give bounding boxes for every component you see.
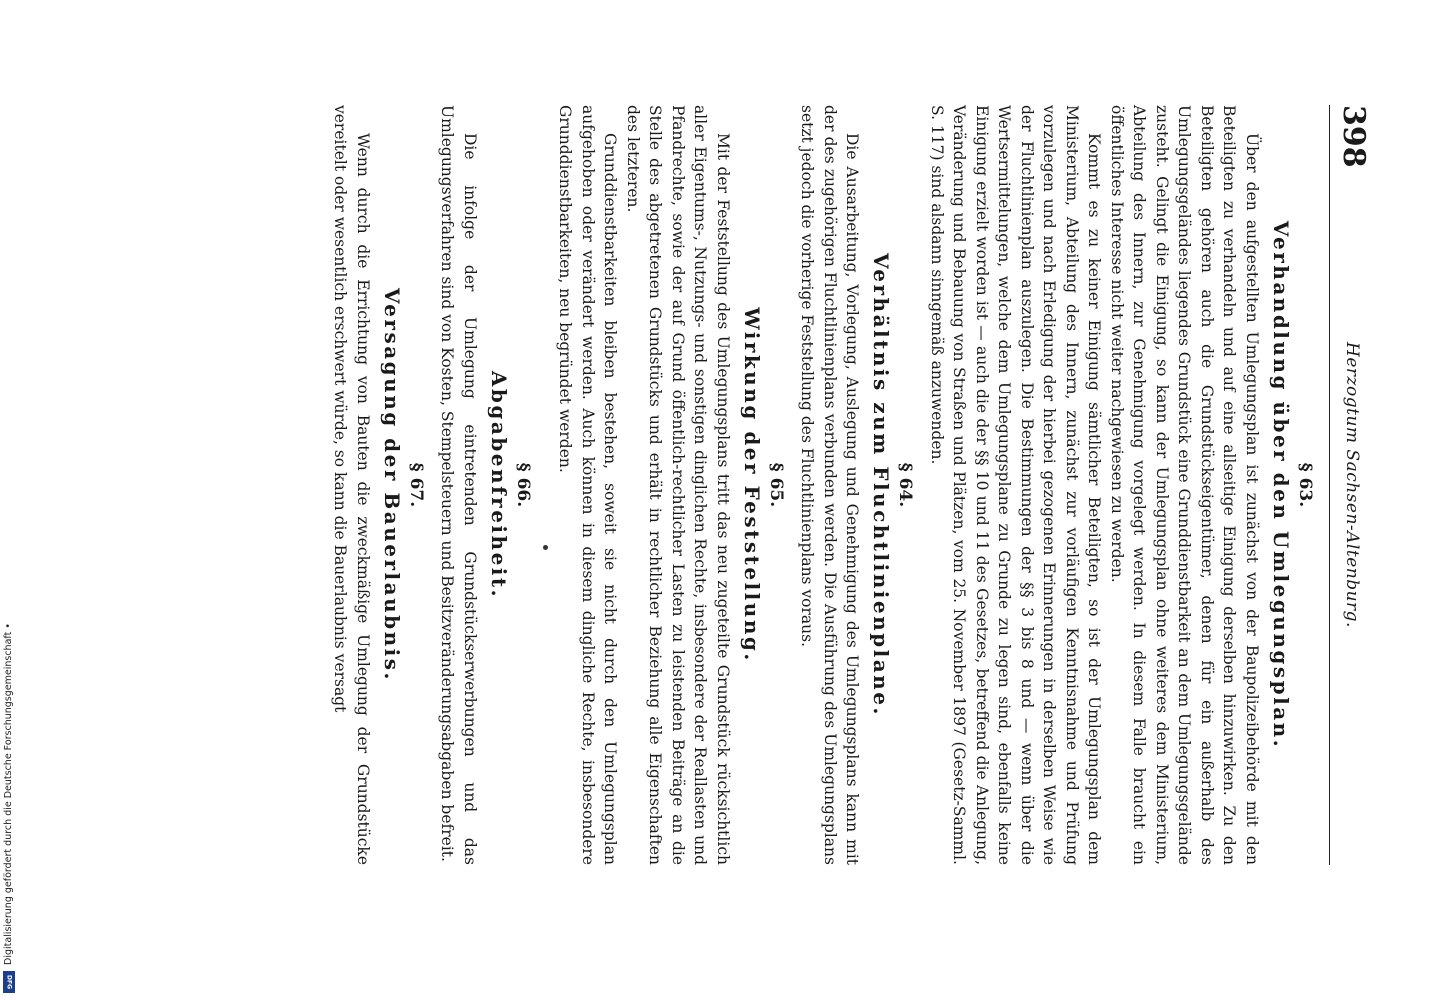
ink-speck [543, 545, 548, 550]
paragraph: Mit der Feststellung des Umlegungsplans tritt das neu zugeteilte Grundstück rücksichtlich aller Eigentums-, Nutzungs- und sonstigen dinglichen Rechte, insbesondere der Reallasten und Pfandrechte, sowie der auf Grund öffentlich-rechtlicher Lasten zu leistenden Beiträge an die Stelle des abgetretenen Grundstücks und erhält in rechtlicher Beziehung alle Eigenschaften des letzteren. [624, 105, 732, 865]
page-number: 398 [1336, 105, 1371, 168]
page-header [1329, 105, 1370, 865]
dfg-credit-strip [2, 605, 16, 995]
section-67 [329, 105, 426, 865]
page-content [319, 105, 1370, 865]
paragraph: Wenn durch die Errichtung von Bauten die zweckmäßige Umlegung der Grundstücke vereitelt oder wesentlich erschwert würde, so kann die Bauerlaubnis versagt [331, 105, 372, 865]
section-number: § 63. [1295, 462, 1315, 508]
section-title: Verhältnis zum Fluchtlinienplane. [869, 253, 894, 717]
running-head: Herzogtum Sachsen-Altenburg. [1342, 342, 1362, 628]
paragraph: Die infolge der Umlegung eintretenden Grundstückserwerbungen und das Umlegungsverfahren sind von Kosten, Stempelsteuern und Besitzveränderungsabgaben befreit. [438, 105, 479, 865]
section-number: § 66. [513, 462, 533, 508]
dfg-credit-text: Digitalisierung gefördert durch die Deutsche Forschungsgemeinschaft • [3, 623, 14, 965]
section-64 [796, 105, 916, 865]
section-number: § 64. [895, 462, 916, 508]
dfg-logo-icon: DFG [3, 971, 15, 993]
section-title: Verhandlung über den Umlegungsplan. [1269, 220, 1293, 750]
section-65 [543, 105, 786, 865]
section-title: Abgabenfreiheit. [487, 370, 511, 600]
section-number: § 65. [766, 462, 786, 508]
paragraph: Über den aufgestellten Umlegungsplan ist zunächst von der Baupolizeibehörde mit den Beteiligten zu verhandeln und auf eine allseitige Einigung derselben hinzuwirken. Zu den Beteiligten gehören auch die Grundstückseigentümer, denen für ein außerhalb des Umlegungsgeländes liegendes Grundstück eine Grunddienstbarkeit an dem Umlegungsgelände zusteht. Gelingt die Einigung, so kann der Umlegungsplan ohne weiteres dem Ministerium, Abteilung des Innern, zur Genehmigung vorgelegt werden. In diesem Falle braucht ein öffentliches Interesse nicht weiter nachgewiesen zu werden. [1108, 105, 1261, 865]
section-66 [436, 105, 533, 865]
paragraph: Die Ausarbeitung, Vorlegung, Auslegung und Genehmigung des Umlegungsplans kann mit der des zugehörigen Fluchtlinienplans verbunden werden. Die Ausführung des Umlegungsplans setzt jedoch die vorherige Feststellung des Fluchtlinienplans voraus. [798, 105, 862, 865]
section-63 [926, 105, 1316, 865]
section-title: Wirkung der Feststellung. [740, 307, 764, 663]
paragraph: Kommt es zu keiner Einigung sämtlicher Beteiligten, so ist der Umlegungsplan dem Ministerium, Abteilung des Innern, zunächst zur vorläufigen Kenntnisnahme und Prüfung vorzulegen und nach Erledigung der hierbei gezogenen Erinnerungen in derselben Weise wie der Fluchtlinienplan auszulegen. Die Bestimmungen der §§ 3 bis 8 und — wenn über die Wertsermittelungen, welche dem Umlegungsplane zu Grunde zu legen sind, ebenfalls keine Einigung erzielt worden ist — auch die der §§ 10 und 11 des Gesetzes, betreffend die Anlegung, Veränderung und Bebauung von Straßen und Plätzen, vom 25. November 1897 (Gesetz-Samml. S. 117) sind alsdann sinngemäß anzuwenden. [928, 105, 1104, 865]
section-number: § 67. [406, 462, 426, 508]
section-title: Versagung der Bauerlaubnis. [380, 288, 404, 682]
paragraph: Grunddienstbarkeiten bleiben bestehen, soweit sie nicht durch den Umlegungsplan aufgehoben oder verändert werden. Auch können in diesem dingliche Rechte, insbesondere Grunddienstbarkeiten, neu begründet werden. [556, 105, 620, 865]
